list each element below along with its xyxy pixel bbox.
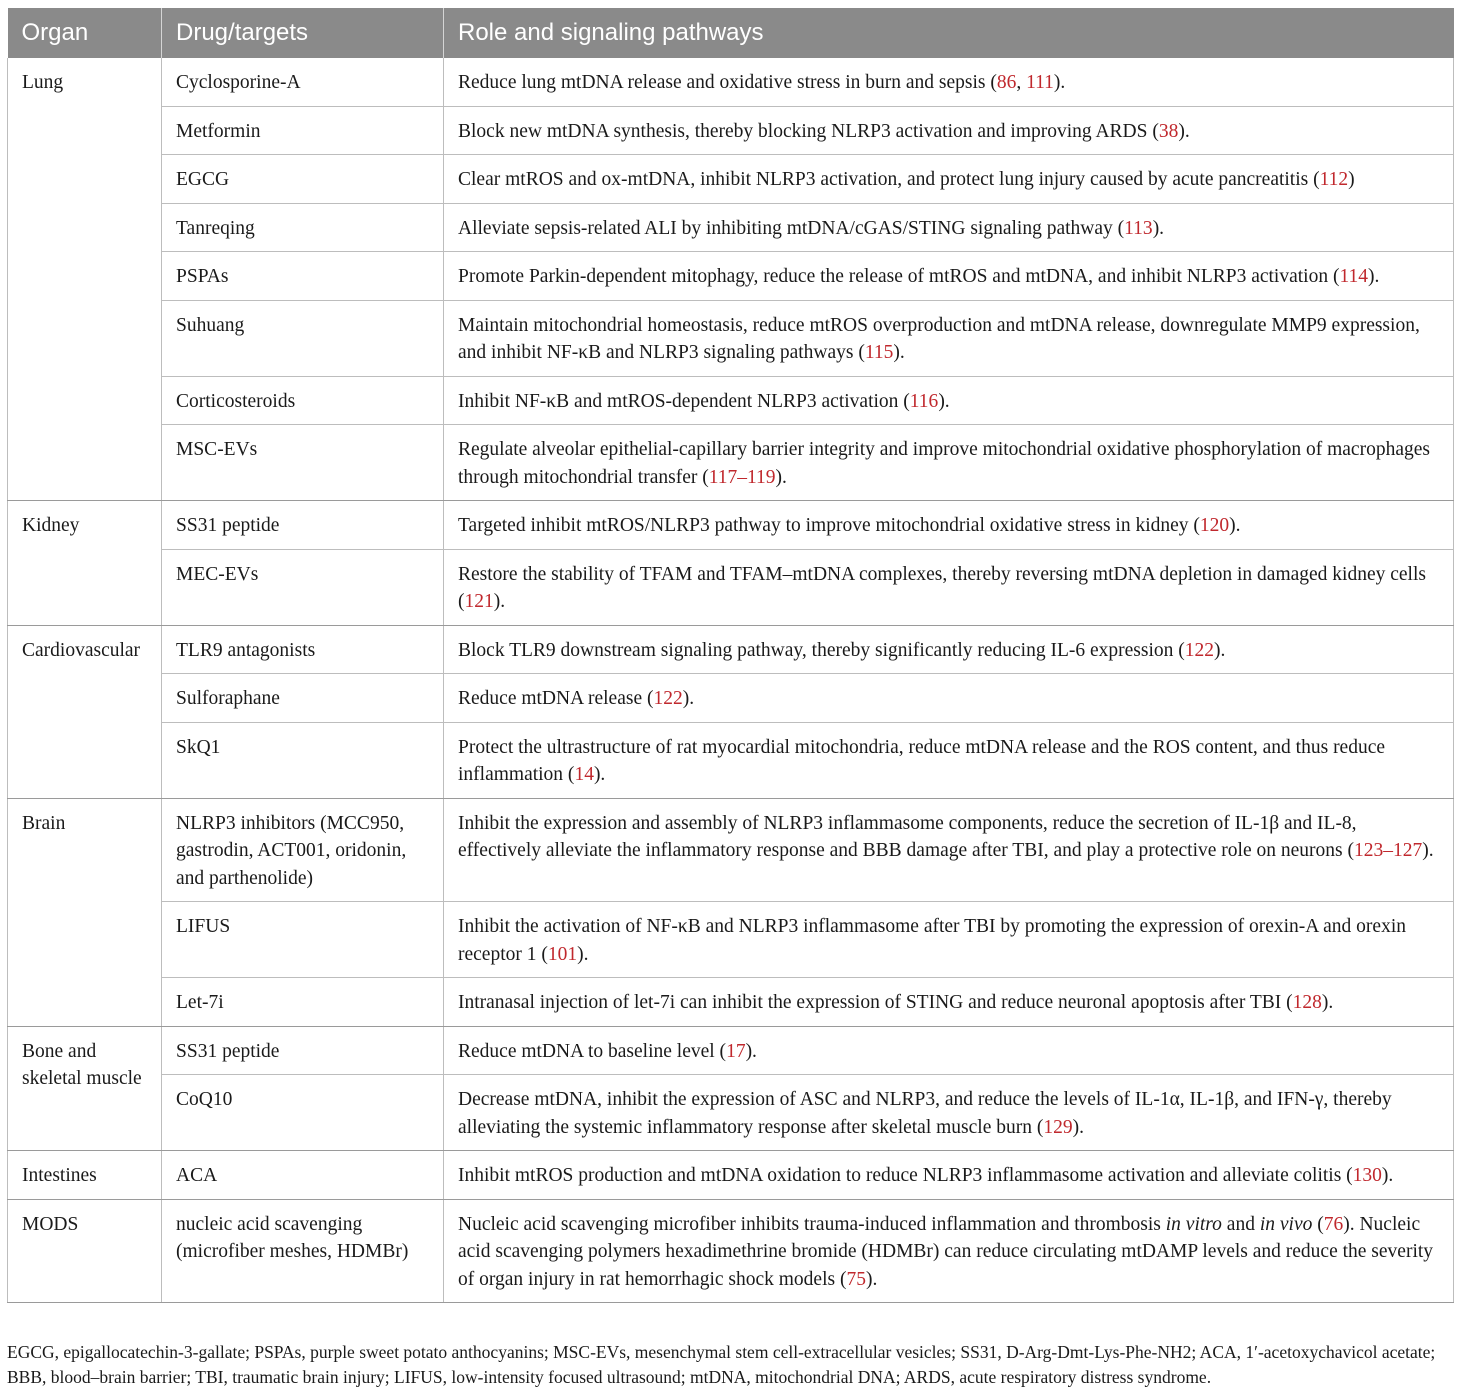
role-cell [444, 625, 1454, 674]
reference-link[interactable]: 116 [909, 390, 939, 412]
role-text: Intranasal injection of let-7i can inhibit the expression of STING and reduce neuronal apoptosis after TBI ( [458, 992, 1293, 1013]
role-text: Inhibit NF-κB and mtROS-dependent NLRP3 activation ( [458, 390, 910, 412]
drug-cell: nucleic acid scavenging (microfiber meshes, HDMBr) [162, 1199, 444, 1303]
role-text: ). [1072, 1116, 1084, 1138]
table-row [8, 1151, 1454, 1200]
role-text: ). [938, 390, 950, 412]
drug-cell: Corticosteroids [162, 376, 444, 425]
role-text: Inhibit the expression and assembly of NLRP3 inflammasome components, reduce the secretion of IL-1β and IL-8, effectively alleviate the inflammatory response and BBB damage after TBI, and play a protective role on neurons ( [458, 812, 1357, 861]
role-cell [444, 155, 1454, 204]
table-row [8, 625, 1454, 674]
role-text: ). Nucleic acid scavenging polymers hexadimethrine bromide (HDMBr) can reduce circulating mtDAMP levels and reduce the severity of organ injury in rat hemorrhagic shock models ( [458, 1213, 1434, 1290]
role-cell [444, 106, 1454, 155]
role-text: Decrease mtDNA, inhibit the expression of ASC and NLRP3, and reduce the levels of IL-1α, IL-1β, and IFN-γ, thereby alleviating the systemic inflammatory response after skeletal muscle burn ( [458, 1089, 1392, 1138]
drug-cell: Metformin [162, 106, 444, 155]
reference-link[interactable]: 38 [1158, 120, 1179, 142]
table-row [8, 978, 1454, 1027]
table-header [8, 8, 1454, 58]
reference-link[interactable]: 111 [1026, 72, 1054, 93]
organ-cell: Kidney [8, 501, 162, 626]
table-row [8, 501, 1454, 550]
table-row [8, 106, 1454, 155]
reference-link[interactable]: 121 [464, 591, 494, 612]
organ-cell: Lung [8, 58, 162, 501]
reference-link[interactable]: 115 [864, 342, 894, 363]
role-text: ). [1214, 639, 1226, 661]
header-organ: Organ [8, 8, 162, 58]
drug-cell: CoQ10 [162, 1075, 444, 1151]
role-cell [444, 501, 1454, 550]
reference-link[interactable]: 114 [1339, 266, 1368, 287]
drug-cell: Tanreqing [162, 203, 444, 252]
role-text: Promote Parkin-dependent mitophagy, reduce the release of mtROS and mtDNA, and inhibit NLRP3 activation ( [458, 266, 1340, 287]
role-cell [444, 549, 1454, 625]
reference-link[interactable]: 86 [996, 72, 1017, 93]
organ-cell: Brain [8, 798, 162, 1026]
reference-link[interactable]: 112 [1319, 169, 1349, 190]
table-row [8, 252, 1454, 301]
role-text: Clear mtROS and ox-mtDNA, inhibit NLRP3 activation, and protect lung injury caused by acute pancreatitis ( [458, 169, 1320, 190]
role-cell [444, 203, 1454, 252]
role-text: ). [1229, 515, 1241, 536]
role-text: , [1016, 72, 1027, 93]
italic-text: in vitro [1165, 1213, 1222, 1235]
organ-cell: MODS [8, 1199, 162, 1303]
organ-drug-table [7, 8, 1454, 1303]
drug-cell: LIFUS [162, 902, 444, 978]
table-body [8, 58, 1454, 1303]
header-drug-targets: Drug/targets [162, 8, 444, 58]
header-row [8, 8, 1454, 58]
drug-cell: Cyclosporine-A [162, 58, 444, 106]
table-row [8, 58, 1454, 106]
table-row [8, 722, 1454, 798]
drug-cell: ACA [162, 1151, 444, 1200]
role-cell [444, 300, 1454, 376]
role-text: Inhibit mtROS production and mtDNA oxidation to reduce NLRP3 inflammasome activation and alleviate colitis ( [458, 1165, 1353, 1186]
role-text: ). [893, 342, 905, 363]
table-row [8, 300, 1454, 376]
reference-link[interactable]: 123–127 [1353, 840, 1423, 861]
role-text: Block TLR9 downstream signaling pathway, thereby significantly reducing IL-6 expression ( [458, 639, 1185, 661]
role-cell [444, 1199, 1454, 1303]
reference-link[interactable]: 129 [1043, 1116, 1073, 1138]
role-text: Inhibit the activation of NF-κB and NLRP3 inflammasome after TBI by promoting the expression of orexin-A and orexin receptor 1 ( [458, 916, 1406, 965]
role-text: ). [493, 591, 506, 612]
role-text: Restore the stability of TFAM and TFAM–mtDNA complexes, thereby reversing mtDNA depletion in damaged kidney cells ( [458, 563, 1426, 612]
drug-cell: NLRP3 inhibitors (MCC950, gastrodin, ACT001, oridonin, and parthenolide) [162, 798, 444, 902]
role-text: ). [1053, 72, 1066, 93]
role-text: Reduce mtDNA to baseline level ( [458, 1040, 727, 1062]
role-cell [444, 1026, 1454, 1075]
role-text: and [1221, 1213, 1260, 1235]
drug-cell: Let-7i [162, 978, 444, 1027]
role-text: Reduce mtDNA release ( [458, 688, 654, 709]
reference-link[interactable]: 14 [574, 764, 594, 785]
role-cell [444, 58, 1454, 106]
table-row [8, 376, 1454, 425]
role-cell [444, 1075, 1454, 1151]
role-text: Targeted inhibit mtROS/NLRP3 pathway to improve mitochondrial oxidative stress in kidney ( [458, 515, 1200, 536]
table-row [8, 1026, 1454, 1075]
role-cell [444, 425, 1454, 501]
role-text: Maintain mitochondrial homeostasis, reduce mtROS overproduction and mtDNA release, downregulate MMP9 expression, and inhibit NF-κB and NLRP3 signaling pathways ( [458, 314, 1420, 363]
table-row [8, 155, 1454, 204]
table-row [8, 203, 1454, 252]
role-text: Alleviate sepsis-related ALI by inhibiting mtDNA/cGAS/STING signaling pathway ( [458, 217, 1125, 239]
reference-link[interactable]: 75 [846, 1268, 866, 1290]
header-role-pathways: Role and signaling pathways [444, 8, 1454, 58]
reference-link[interactable]: 122 [1184, 639, 1214, 661]
role-cell [444, 376, 1454, 425]
table-row [8, 674, 1454, 723]
role-cell [444, 252, 1454, 301]
table-row [8, 425, 1454, 501]
italic-text: in vivo [1259, 1213, 1313, 1235]
table-row [8, 1075, 1454, 1151]
reference-link[interactable]: 128 [1292, 992, 1322, 1013]
drug-cell: SS31 peptide [162, 1026, 444, 1075]
organ-cell: Cardiovascular [8, 625, 162, 798]
reference-link[interactable]: 101 [547, 943, 578, 965]
role-text: Nucleic acid scavenging microfiber inhibits trauma-induced inflammation and thrombosis [458, 1213, 1166, 1235]
role-cell [444, 674, 1454, 723]
role-text: Block new mtDNA synthesis, thereby blocking NLRP3 activation and improving ARDS ( [458, 120, 1159, 142]
drug-cell: PSPAs [162, 252, 444, 301]
role-text: ). [577, 943, 589, 965]
reference-link[interactable]: 17 [726, 1040, 746, 1062]
data-table-container [7, 8, 1453, 1303]
role-text: ). [1368, 266, 1380, 287]
reference-link[interactable]: 117–119 [708, 466, 776, 488]
drug-cell: Sulforaphane [162, 674, 444, 723]
role-text: ). [1422, 840, 1434, 861]
role-cell [444, 722, 1454, 798]
reference-link[interactable]: 130 [1352, 1165, 1382, 1186]
table-row [8, 798, 1454, 902]
role-text: Protect the ultrastructure of rat myocardial mitochondria, reduce mtDNA release and the ROS content, and thus reduce inflammation ( [458, 736, 1386, 785]
table-row [8, 902, 1454, 978]
drug-cell: MSC-EVs [162, 425, 444, 501]
role-text: Regulate alveolar epithelial-capillary barrier integrity and improve mitochondrial oxidative phosphorylation of macrophages through mitochondrial transfer ( [458, 439, 1430, 488]
role-text: ). [775, 466, 787, 488]
role-text: ( [1312, 1213, 1324, 1235]
reference-link[interactable]: 76 [1323, 1213, 1344, 1235]
drug-cell: MEC-EVs [162, 549, 444, 625]
organ-cell: Bone and skeletal muscle [8, 1026, 162, 1151]
role-text: ). [745, 1040, 757, 1062]
table-footnote: EGCG, epigallocatechin-3-gallate; PSPAs, purple sweet potato anthocyanins; MSC-EVs, mesenchymal stem cell-extracellular vesicles; SS31, D-Arg-Dmt-Lys-Phe-NH2; ACA, 1′-acetoxychavicol acetate; BBB, blood–brain barrier; TBI, traumatic brain injury; LIFUS, low-intensity focused ultrasound; mtDNA, mitochondrial DNA; ARDS, acute respiratory distress syndrome. [7, 1342, 1436, 1387]
role-text: ). [865, 1268, 878, 1290]
role-text: ). [1381, 1165, 1394, 1186]
reference-link[interactable]: 113 [1124, 217, 1153, 239]
role-cell [444, 1151, 1454, 1200]
drug-cell: TLR9 antagonists [162, 625, 444, 674]
role-text: ). [1178, 120, 1190, 142]
role-text: ) [1348, 169, 1355, 190]
role-text: Reduce lung mtDNA release and oxidative stress in burn and sepsis ( [458, 72, 997, 93]
role-cell [444, 978, 1454, 1027]
organ-cell: Intestines [8, 1151, 162, 1200]
role-cell [444, 798, 1454, 902]
drug-cell: EGCG [162, 155, 444, 204]
table-row [8, 1199, 1454, 1303]
role-text: ). [1152, 217, 1165, 239]
role-cell [444, 902, 1454, 978]
drug-cell: Suhuang [162, 300, 444, 376]
role-text: ). [593, 764, 606, 785]
reference-link[interactable]: 122 [653, 688, 683, 709]
drug-cell: SS31 peptide [162, 501, 444, 550]
reference-link[interactable]: 120 [1199, 515, 1230, 536]
drug-cell: SkQ1 [162, 722, 444, 798]
role-text: ). [1321, 992, 1334, 1013]
role-text: ). [682, 688, 695, 709]
table-row [8, 549, 1454, 625]
